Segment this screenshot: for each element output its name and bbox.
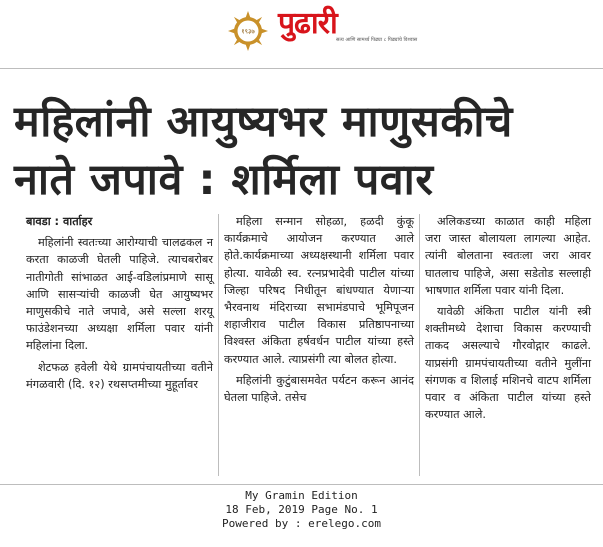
sun-seal-icon (228, 11, 268, 51)
powered-by[interactable]: Powered by : erelego.com (222, 517, 381, 530)
brand-logo: पुढारी (278, 6, 337, 41)
byline: बावडा : वार्ताहर (26, 215, 93, 228)
article-column-2 (224, 213, 414, 406)
edition-date-page: 18 Feb, 2019 Page No. 1 (225, 503, 378, 516)
article-column-3 (425, 213, 591, 423)
top-rule (0, 68, 603, 69)
paragraph: महिलांनी कुटुंबासमवेत पर्यटन करून आनंद घेतला पाहिजे. तसेच (224, 373, 414, 405)
paragraph: शेटफळ हवेली येथे ग्रामपंचायतीच्या वतीने मंगळवारी (दि. १२) रथसप्तमीच्या मुहूर्तावर (26, 360, 213, 391)
headline-line-1: महिलांनी आयुष्यभर माणुसकीचे (14, 97, 513, 147)
paragraph: महिलांनी स्वतःच्या आरोग्याची चालढकल न करता काळजी घेतली पाहिजे. त्याचबरोबर नातीगोती सांभाळत आई-वडिलांप्रमाणे सासू आणि सासऱ्यांची काळजी घेत आयुष्यभर माणुसकीचे नाते जपावे, असे सल्ला शरयू फाउंडेशनच्या अध्यक्षा शर्मिला पवार यांनी महिलांना दिला. (26, 236, 213, 353)
paragraph: यावेळी अंकिता पाटील यांनी स्त्री शक्तीमध्ये देशाचा विकास करण्याची ताकद असल्याचे गौरवोद्गार काढले. याप्रसंगी ग्रामपंचायतीच्या वतीने मुलींना संगणक व शिलाई मशिनचे वाटप शर्मिला पवार व अंकिता पाटील यांच्या हस्ते करण्यात आले. (425, 305, 591, 422)
masthead (0, 0, 603, 62)
column-divider (419, 214, 420, 476)
column-divider (218, 214, 219, 476)
headline-line-2: नाते जपावे : शर्मिला पवार (14, 155, 434, 205)
bottom-rule (0, 484, 603, 485)
brand-tagline: सत्य आणि सामर्थ्य पिढ्या ८ पिढ्यांचे विश्वास (336, 37, 418, 43)
article-column-1 (26, 213, 213, 393)
edition-name: My Gramin Edition (245, 489, 358, 502)
paragraph: महिला सन्मान सोहळा, हळदी कुंकू कार्यक्रमाचे आयोजन करण्यात आले होते.कार्यक्रमाच्या अध्यक्षस्थानी शर्मिला पवार होत्या. यावेळी स्व. रत्नप्रभादेवी पाटील यांच्या जिल्हा परिषद निधीतून बांधण्यात येणाऱ्या भैरवनाथ मंदिराच्या सभामंडपाचे भूमिपूजन शहाजीराव पाटील विकास प्रतिष्ठापनाच्या विश्वस्त अंकिता हर्षवर्धन पाटील यांच्या हस्ते करण्यात आले. त्याप्रसंगी त्या बोलत होत्या. (224, 215, 414, 366)
paragraph: अलिकडच्या काळात काही महिला जरा जास्त बोलायला लागल्या आहेत. त्यांनी बोलताना स्वतःला जरा आवर घातलाच पाहिजे, असा सडेतोड सल्लाही भाषणात शर्मिला पवार यांनी दिला. (425, 215, 591, 297)
edition-footer (0, 489, 603, 531)
seal-text: १९३७ (241, 27, 255, 36)
